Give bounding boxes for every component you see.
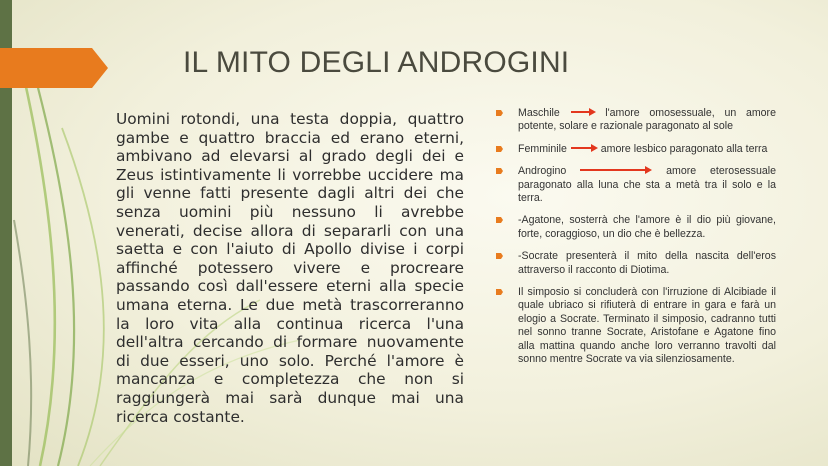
bullet-term: Maschile — [518, 107, 560, 119]
list-item — [496, 214, 776, 241]
bullet-text: amore eterosessuale paragonato alla luna che sta a metà tra il solo e la terra. — [518, 165, 777, 205]
bullet-text: l'amore omosessuale, un amore potente, solare e razionale paragonato al sole — [518, 107, 776, 133]
title-arrow-icon — [0, 48, 110, 88]
list-item — [496, 250, 776, 277]
bullet-text: Il simposio si concluderà con l'irruzione di Alcibiade il quale ubriaco si rifiuterà di entrare in gara e farà un elogio a Socrate. Terminato il simposio, cadranno tutti nel sonno tranne Socrate, Aristofane e Agatone fino alla mattina quando anche loro verranno travolti dal sonno mentre Socrate va via silenziosamente. — [518, 286, 776, 366]
grass-line — [36, 80, 74, 466]
grass-line — [62, 128, 104, 466]
bullet-term: Androgino — [518, 165, 567, 178]
bullet-arrow-icon — [496, 253, 503, 259]
list-item — [496, 165, 776, 205]
list-item — [496, 143, 776, 156]
bullet-term: Femminile — [518, 142, 567, 155]
bullet-arrow-icon — [496, 217, 503, 223]
bullet-arrow-icon — [496, 168, 503, 174]
bullet-text: -Socrate presenterà il mito della nascita dell'eros attraverso il racconto di Diotima. — [518, 250, 776, 276]
bullet-text: amore lesbico paragonato alla terra — [600, 142, 768, 155]
arrow-right-icon — [580, 166, 652, 174]
bullet-arrow-icon — [496, 110, 503, 116]
list-item — [496, 286, 776, 366]
bullet-arrow-icon — [496, 289, 503, 295]
page-title: IL MITO DEGLI ANDROGINI — [183, 46, 570, 79]
main-paragraph: Uomini rotondi, una testa doppia, quattro gambe e quattro braccia ed erano eterni, ambivano ad elevarsi al grado degli dei e Zeus istintivamente li vorrebbe uccidere ma gli venne fatti presente dagli altri dei che senza uomini più nessuno li avrebbe venerati, decise allora di separarli con una saetta e con l'aiuto di Apollo divise i corpi affinché potessero vivere e procreare passando così dall'essere eterni alla specie umana eterna. Le due metà trascorreranno la loro vita alla continua ricerca l'una dell'altra cercando di formare nuovamente di due esseri, uno solo. Perché l'amore è mancanza e completezza che non si raggiungerà mai sarà dunque mai una ricerca costante. — [116, 110, 464, 426]
grass-line — [20, 60, 55, 466]
grass-line — [14, 220, 31, 466]
list-item — [496, 107, 776, 134]
bullet-arrow-icon — [496, 146, 503, 152]
arrow-right-icon — [570, 108, 596, 116]
bullet-list — [496, 107, 776, 376]
arrow-right-icon — [570, 144, 598, 152]
bullet-text: -Agatone, sosterrà che l'amore è il dio più giovane, forte, coraggioso, un dio che è bellezza. — [518, 214, 776, 240]
